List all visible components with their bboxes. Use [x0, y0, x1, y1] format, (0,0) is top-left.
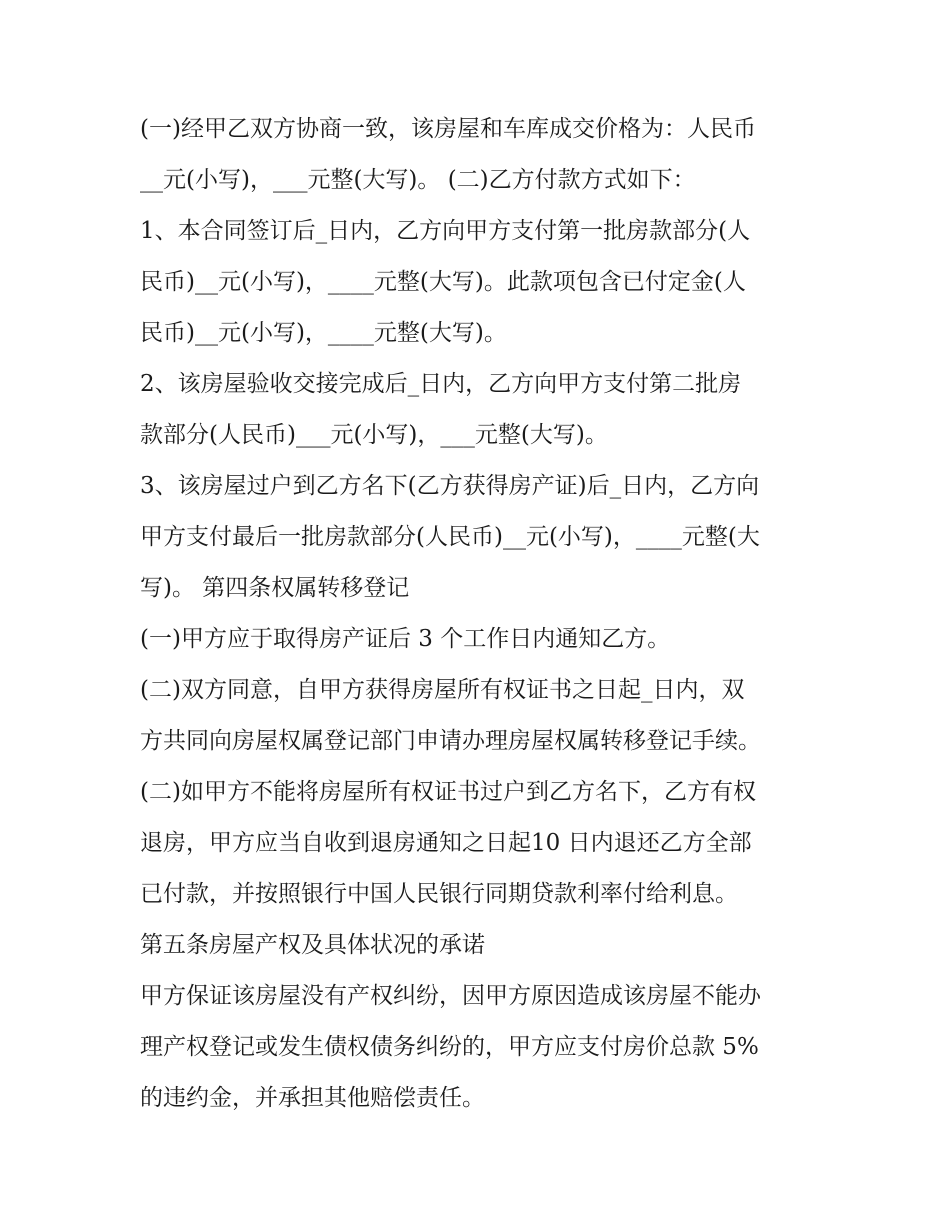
text-line: 1、本合同签订后_日内，乙方向甲方支付第一批房款部分(人 [140, 218, 751, 244]
text-line: (二)双方同意，自甲方获得房屋所有权证书之日起_日内，双 [140, 677, 745, 703]
text-line: 2、该房屋验收交接完成后_日内，乙方向甲方支付第二批房 [140, 371, 742, 397]
text-line: (一)经甲乙双方协商一致，该房屋和车库成交价格为：人民币 [140, 116, 756, 142]
text-line: 甲方保证该房屋没有产权纠纷，因甲方原因造成该房屋不能办 [140, 983, 761, 1009]
section-heading-line: 写)。 第四条权属转移登记 [140, 575, 410, 601]
text-line: 方共同向房屋权属登记部门申请办理房屋权属转移登记手续。 [140, 728, 761, 754]
text-line: (二)如甲方不能将房屋所有权证书过户到乙方名下，乙方有权 [140, 779, 756, 805]
text-line: 的违约金，并承担其他赔偿责任。 [140, 1085, 485, 1111]
text-line: 理产权登记或发生债权债务纠纷的，甲方应支付房价总款 5% [140, 1034, 759, 1060]
text-line: 3、该房屋过户到乙方名下(乙方获得房产证)后_日内，乙方向 [140, 473, 760, 499]
text-line: 款部分(人民币)___元(小写)，___元整(大写)。 [140, 422, 608, 448]
document-body [140, 104, 820, 1124]
text-line: 已付款，并按照银行中国人民银行同期贷款利率付给利息。 [140, 881, 738, 907]
text-line: 退房，甲方应当自收到退房通知之日起10 日内退还乙方全部 [140, 830, 752, 856]
text-line: 甲方支付最后一批房款部分(人民币)__元(小写)，____元整(大 [140, 524, 760, 550]
text-line: __元(小写)，___元整(大写)。 (二)乙方付款方式如下： [140, 167, 696, 193]
text-line: 民币)__元(小写)，____元整(大写)。 [140, 320, 507, 346]
text-line: (一)甲方应于取得房产证后 3 个工作日内通知乙方。 [140, 626, 671, 652]
section-heading: 第五条房屋产权及具体状况的承诺 [140, 932, 485, 958]
text-line: 民币)__元(小写)，____元整(大写)。此款项包含已付定金(人 [140, 269, 746, 295]
